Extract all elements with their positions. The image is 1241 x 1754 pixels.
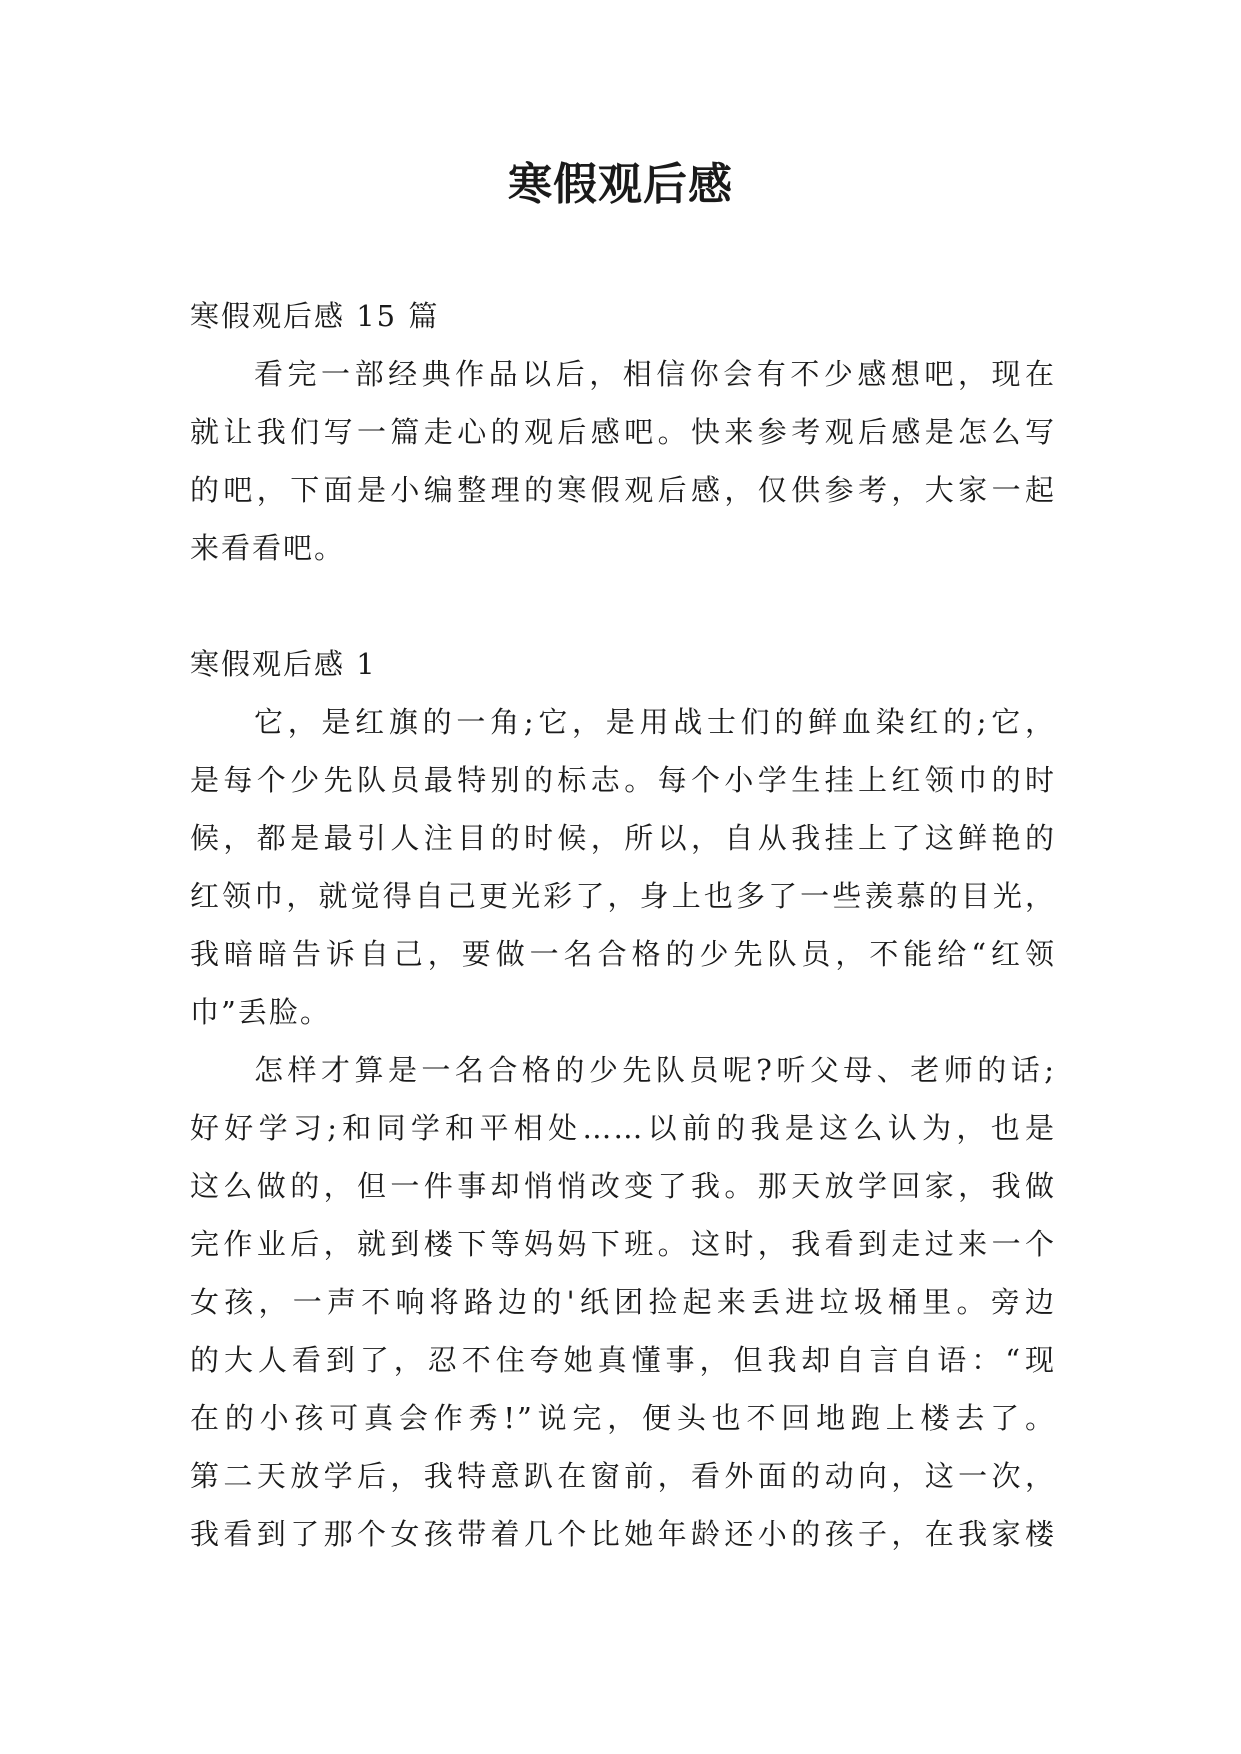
paragraph-line: 在的小孩可真会作秀!”说完，便头也不回地跑上楼去了。 xyxy=(190,1401,1056,1435)
paragraph-line: 第二天放学后，我特意趴在窗前，看外面的动向，这一次， xyxy=(190,1459,1056,1493)
intro-heading: 寒假观后感 15 篇 xyxy=(190,299,440,333)
paragraph-line: 怎样才算是一名合格的少先队员呢?听父母、老师的话; xyxy=(254,1053,1056,1087)
paragraph-line: 红领巾，就觉得自己更光彩了，身上也多了一些羡慕的目光， xyxy=(190,879,1056,913)
paragraph-line: 女孩，一声不响将路边的'纸团捡起来丢进垃圾桶里。旁边 xyxy=(190,1285,1056,1319)
section-heading: 寒假观后感 1 xyxy=(190,647,377,681)
paragraph-line: 的大人看到了，忍不住夸她真懂事，但我却自言自语：“现 xyxy=(190,1343,1056,1377)
paragraph-line: 好好学习;和同学和平相处……以前的我是这么认为，也是 xyxy=(190,1111,1056,1145)
paragraph-line: 它，是红旗的一角;它，是用战士们的鲜血染红的;它， xyxy=(254,705,1056,739)
document-body xyxy=(190,287,1056,1563)
paragraph-line: 我看到了那个女孩带着几个比她年龄还小的孩子，在我家楼 xyxy=(190,1517,1056,1551)
page-title: 寒假观后感 xyxy=(508,159,733,210)
paragraph-line: 的吧，下面是小编整理的寒假观后感，仅供参考，大家一起 xyxy=(190,473,1056,507)
paragraph-line: 看完一部经典作品以后，相信你会有不少感想吧，现在 xyxy=(254,357,1056,391)
paragraph-line: 巾”丢脸。 xyxy=(190,995,331,1029)
paragraph-line: 来看看吧。 xyxy=(190,531,346,565)
paragraph-line: 候，都是最引人注目的时候，所以，自从我挂上了这鲜艳的 xyxy=(190,821,1056,855)
paragraph-line: 就让我们写一篇走心的观后感吧。快来参考观后感是怎么写 xyxy=(190,415,1056,449)
paragraph-line: 完作业后，就到楼下等妈妈下班。这时，我看到走过来一个 xyxy=(190,1227,1056,1261)
paragraph-line: 这么做的，但一件事却悄悄改变了我。那天放学回家，我做 xyxy=(190,1169,1056,1203)
section1-paragraph-1 xyxy=(190,693,1056,1041)
section1-paragraph-2 xyxy=(190,1041,1056,1563)
paragraph-line: 我暗暗告诉自己，要做一名合格的少先队员，不能给“红领 xyxy=(190,937,1056,971)
paragraph-line: 是每个少先队员最特别的标志。每个小学生挂上红领巾的时 xyxy=(190,763,1056,797)
section-gap xyxy=(190,577,1056,635)
intro-paragraph xyxy=(190,345,1056,577)
